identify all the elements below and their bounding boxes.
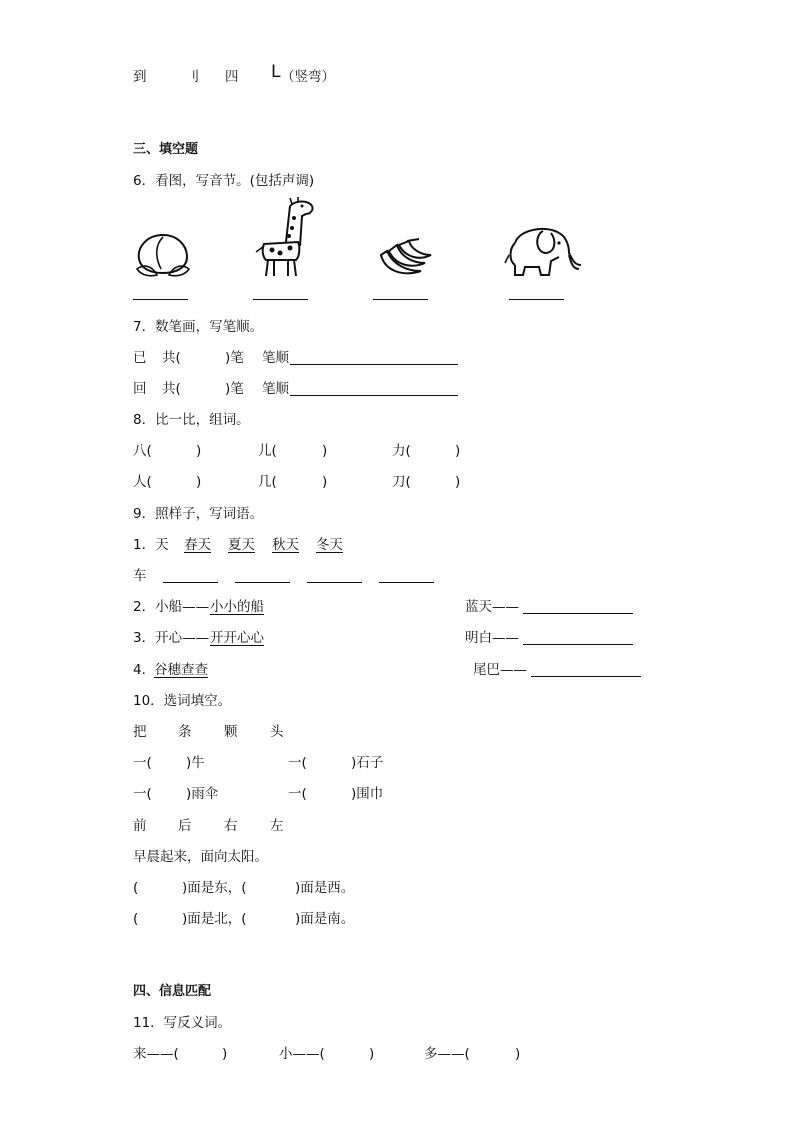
section-4-title: 四、信息匹配 [133, 984, 212, 999]
answer-blank[interactable] [523, 630, 633, 645]
q10-item: 一( [288, 786, 307, 802]
q8-paren: ) [455, 443, 461, 459]
q8-item: 刀( [392, 474, 411, 490]
q9-ex2-left: 2．小船—— [133, 599, 210, 615]
q10-item: 一( [133, 786, 152, 802]
q8-item: 人( [133, 474, 152, 490]
q9-ex1-word: 冬天 [316, 537, 343, 553]
q7-gong: 共( [162, 350, 181, 366]
word-option: 前 [133, 818, 147, 834]
banana-icon [377, 237, 437, 279]
q11-item: 来——( [133, 1046, 179, 1062]
stroke-order-blank[interactable] [290, 350, 458, 365]
q11-prompt: 11．写反义词。 [133, 1015, 232, 1031]
q11-paren: ) [369, 1046, 375, 1062]
q11-paren: ) [515, 1046, 521, 1062]
q7-bi: )笔 [225, 350, 244, 366]
q9-ex4-answer: 谷穗查查 [154, 662, 208, 678]
q8-paren: ) [322, 474, 328, 490]
q7-order-label: 笔顺 [262, 381, 289, 397]
q10-text: )面是北，( [182, 911, 247, 927]
answer-blank[interactable] [235, 568, 290, 583]
stroke-order-blank[interactable] [290, 381, 458, 396]
q9-ex3-answer: 开开心心 [210, 630, 264, 646]
stroke-glyph: L [271, 62, 281, 82]
q8-paren: ) [322, 443, 328, 459]
q7-char: 已 [133, 350, 147, 366]
q10-paren: ( [133, 880, 139, 896]
giraffe-icon [250, 196, 320, 280]
q6-prompt: 6．看图，写音节。(包括声调) [133, 173, 315, 189]
answer-blank[interactable] [307, 568, 362, 583]
q10-paren: ( [133, 911, 139, 927]
answer-blank[interactable] [253, 285, 308, 300]
q11-item: 多——( [424, 1046, 470, 1062]
q8-paren: ) [196, 443, 202, 459]
answer-blank[interactable] [379, 568, 434, 583]
elephant-icon [503, 221, 585, 279]
q10-item: )雨伞 [186, 786, 219, 802]
char-si: 四 [225, 69, 239, 85]
word-option: 后 [178, 818, 192, 834]
q9-ex1-word: 春天 [184, 537, 211, 553]
q10-text: )面是东，( [182, 880, 247, 896]
q7-order-label: 笔顺 [262, 350, 289, 366]
radical-dao: 刂 [186, 69, 200, 85]
word-option: 颗 [224, 724, 238, 740]
answer-blank[interactable] [133, 285, 188, 300]
q9-ex4-right: 尾巴—— [473, 662, 527, 678]
q10-item: 一( [288, 755, 307, 771]
q7-char: 回 [133, 381, 147, 397]
word-option: 把 [133, 724, 147, 740]
answer-blank[interactable] [523, 599, 633, 614]
q9-ex2-answer: 小小的船 [210, 599, 264, 615]
q9-ex4-left: 4． [133, 662, 156, 678]
q8-item: 力( [392, 443, 411, 459]
q8-item: 八( [133, 443, 152, 459]
q9-prompt: 9．照样子，写词语。 [133, 506, 264, 522]
word-option: 右 [224, 818, 238, 834]
stroke-name: （竖弯） [281, 69, 335, 85]
q10-item: )牛 [186, 755, 205, 771]
q11-paren: ) [222, 1046, 228, 1062]
q10-prompt: 10．选词填空。 [133, 693, 232, 709]
answer-blank[interactable] [163, 568, 218, 583]
word-option: 条 [178, 724, 192, 740]
q9-ex2-right: 蓝天—— [465, 599, 519, 615]
q10-text: )面是西。 [295, 880, 355, 896]
q9-task-char: 车 [133, 568, 147, 584]
char-dao: 到 [133, 69, 147, 85]
word-option: 左 [270, 818, 284, 834]
q10-sentence: 早晨起来，面向太阳。 [133, 849, 268, 865]
q9-ex1-label: 1．天 [133, 537, 169, 553]
q11-item: 小——( [279, 1046, 325, 1062]
q9-ex1-word: 秋天 [272, 537, 299, 553]
answer-blank[interactable] [531, 662, 641, 677]
q10-item: 一( [133, 755, 152, 771]
q7-gong: 共( [162, 381, 181, 397]
q7-bi: )笔 [225, 381, 244, 397]
q7-prompt: 7．数笔画，写笔顺。 [133, 319, 264, 335]
section-3-title: 三、填空题 [133, 142, 199, 157]
q8-item: 几( [258, 474, 277, 490]
answer-blank[interactable] [509, 285, 564, 300]
q9-ex1-word: 夏天 [228, 537, 255, 553]
q9-ex3-right: 明白—— [465, 630, 519, 646]
q8-paren: ) [455, 474, 461, 490]
q8-prompt: 8．比一比，组词。 [133, 412, 250, 428]
peach-icon [133, 229, 197, 281]
answer-blank[interactable] [373, 285, 428, 300]
q10-text: )面是南。 [295, 911, 355, 927]
q10-item: )石子 [351, 755, 384, 771]
word-option: 头 [270, 724, 284, 740]
q8-item: 儿( [258, 443, 277, 459]
q10-item: )围巾 [351, 786, 384, 802]
q9-ex3-left: 3．开心—— [133, 630, 210, 646]
q8-paren: ) [196, 474, 202, 490]
